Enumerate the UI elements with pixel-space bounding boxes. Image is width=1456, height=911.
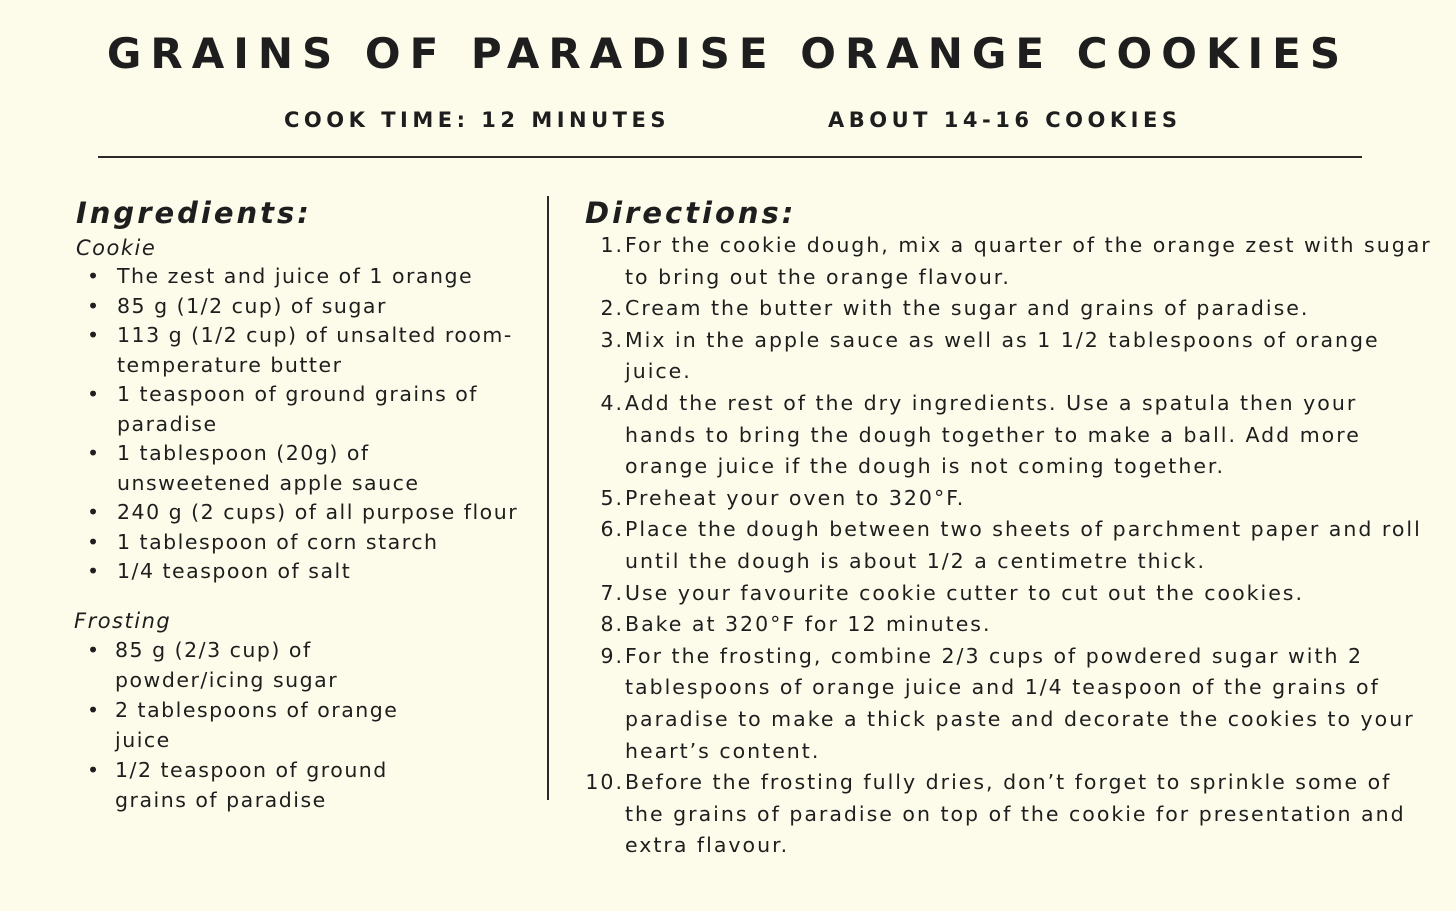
bullet-icon: • [87,757,101,782]
step-number: 10. [585,770,624,795]
ingredient-item [76,755,526,815]
frosting-ingredient-list [76,635,526,815]
direction-step [585,388,1435,483]
directions-heading: Directions: [585,196,797,230]
bullet-icon: • [87,382,101,406]
bullet-icon: • [87,293,101,318]
step-text: Use your favourite cookie cutter to cut out the cookies. [625,580,1305,605]
frosting-subheading: Frosting [74,608,172,633]
step-text: Mix in the apple sauce as well as 1 1/2 tablespoons of orange juice. [625,327,1380,384]
ingredients-heading: Ingredients: [76,196,312,230]
bullet-icon: • [87,697,101,722]
header-divider [98,156,1362,158]
bullet-icon: • [87,559,101,583]
step-number: 8. [600,612,624,637]
ingredient-item [76,557,526,587]
recipe-title: GRAINS OF PARADISE ORANGE COOKIES [106,29,1350,78]
step-text: For the cookie dough, mix a quarter of the orange zest with sugar to bring out the orange flavour. [625,233,1432,289]
ingredient-text: 1 tablespoon (20g) of unsweetened apple sauce [117,441,420,495]
column-divider [547,196,549,800]
step-text: Before the frosting fully dries, don’t forget to sprinkle some of the grains of paradise on top of the cookie for presentation and extra flavour. [625,770,1406,858]
ingredient-item [76,439,526,498]
step-number: 5. [600,485,624,510]
ingredient-item [76,292,526,322]
ingredient-item [76,380,526,439]
step-number: 3. [600,327,624,352]
recipe-yield: ABOUT 14-16 COOKIES [828,108,1182,132]
bullet-icon: • [87,264,101,288]
direction-step [585,483,1435,515]
step-number: 6. [600,517,624,542]
step-text: Place the dough between two sheets of parchment paper and roll until the dough is about 1/2 a centimetre thick. [625,517,1422,573]
ingredient-item [76,635,526,695]
bullet-icon: • [87,637,101,662]
step-number: 7. [600,580,624,605]
ingredient-text: 240 g (2 cups) of all purpose flour [117,500,519,524]
ingredient-text: 113 g (1/2 cup) of unsalted room-temperature butter [117,323,513,377]
bullet-icon: • [87,441,101,465]
directions-section [585,196,1435,862]
ingredient-text: 1/2 teaspoon of ground grains of paradise [115,757,388,812]
ingredient-item [76,498,526,528]
cook-time: COOK TIME: 12 MINUTES [284,108,670,132]
ingredient-text: 2 tablespoons of orange juice [115,697,399,752]
bullet-icon: • [87,323,101,347]
ingredient-item [76,321,526,380]
step-number: 1. [600,233,624,257]
step-text: Cream the butter with the sugar and grains of paradise. [625,296,1310,321]
direction-step [585,641,1435,767]
direction-step [585,293,1435,325]
direction-step [585,767,1435,862]
ingredient-text: 85 g (1/2 cup) of sugar [117,293,387,318]
direction-step [585,609,1435,641]
ingredient-item [76,528,526,558]
direction-step [585,325,1435,388]
directions-list [585,230,1435,862]
cookie-subheading: Cookie [76,236,157,260]
ingredient-text: The zest and juice of 1 orange [117,264,474,288]
step-number: 2. [600,296,624,321]
ingredient-text: 1 tablespoon of corn starch [117,529,439,554]
step-text: Bake at 320°F for 12 minutes. [625,612,992,637]
direction-step [585,514,1435,577]
ingredient-text: 1 teaspoon of ground grains of paradise [117,382,479,436]
step-text: Add the rest of the dry ingredients. Use a spatula then your hands to bring the dough together to make a ball. Add more orange juice if the dough is not coming together. [625,390,1361,479]
step-text: Preheat your oven to 320°F. [625,485,966,510]
ingredient-item [76,262,526,292]
ingredient-item [76,695,526,755]
bullet-icon: • [87,529,101,554]
step-number: 9. [600,643,624,668]
ingredients-section [76,196,526,815]
ingredient-text: 85 g (2/3 cup) of powder/icing sugar [115,637,339,692]
step-number: 4. [600,390,624,415]
direction-step [585,578,1435,610]
cookie-ingredient-list [76,262,526,587]
bullet-icon: • [87,500,101,524]
direction-step [585,230,1435,293]
ingredient-text: 1/4 teaspoon of salt [117,559,352,583]
step-text: For the frosting, combine 2/3 cups of powdered sugar with 2 tablespoons of orange juice and 1/4 teaspoon of the grains of paradise to make a thick paste and decorate the cookies to your heart’s content. [625,643,1415,763]
